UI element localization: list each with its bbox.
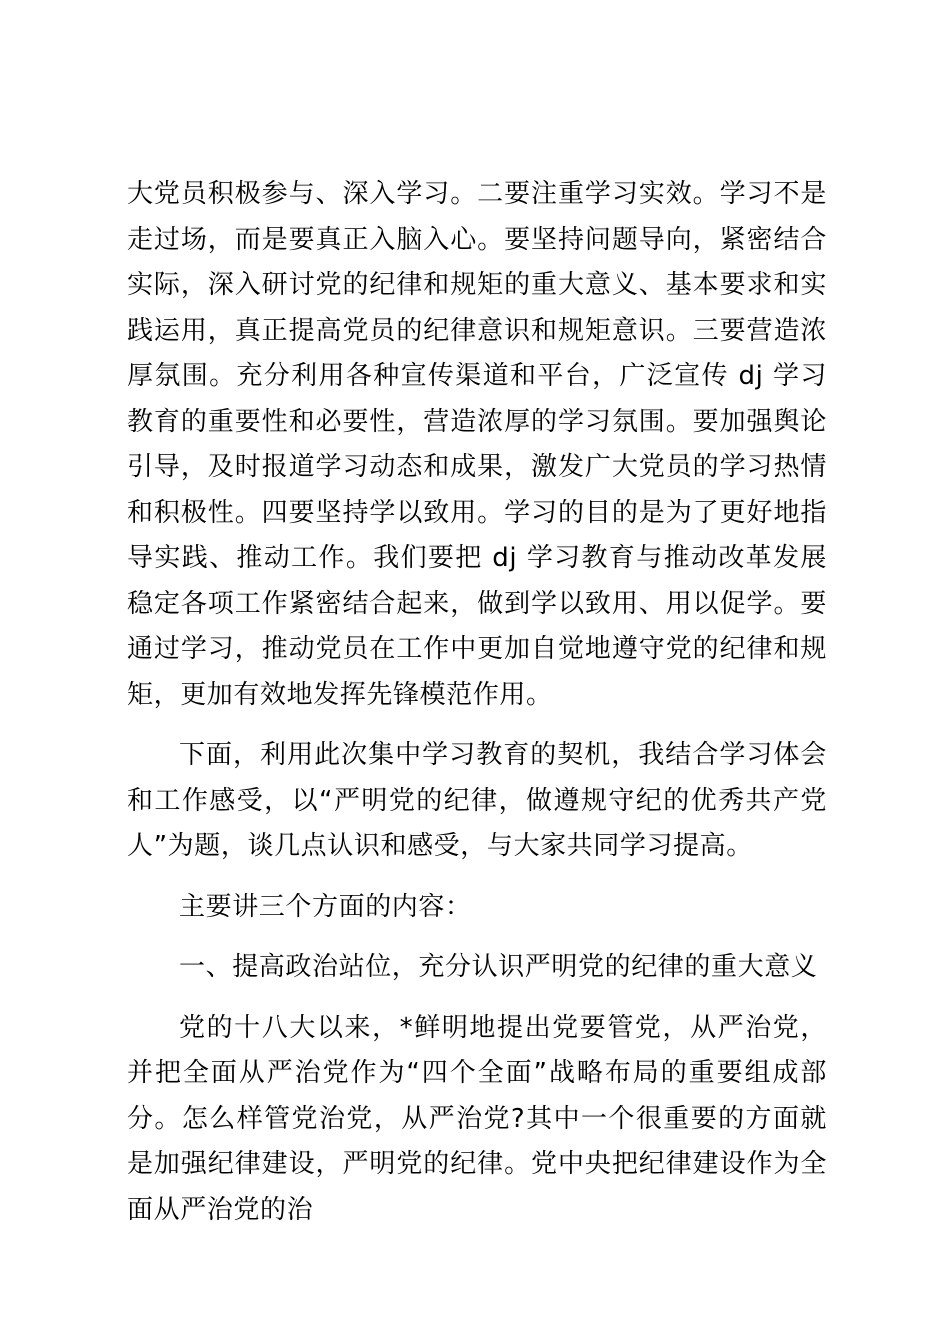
paragraph-section-one-body: 党的十八大以来，*鲜明地提出党要管党，从严治党，并把全面从严治党作为“四个全面”战略布局的重要组成部分。怎么样管党治党，从严治党?其中一个很重要的方面就是加强纪律建设，严明党的纪律。党中央把纪律建设作为全面从严治党的治 (127, 1012, 827, 1225)
section-heading-one: 一、提高政治站位，充分认识严明党的纪律的重大意义 (179, 952, 818, 982)
paragraph-outline-intro: 主要讲三个方面的内容： (179, 891, 472, 922)
paragraph-continuation: 大党员积极参与、深入学习。二要注重学习实效。学习不是走过场，而是要真正入脑入心。要坚持问题导向，紧密结合实际，深入研讨党的纪律和规矩的重大意义、基本要求和实践运用，真正提高党员的纪律意识和规矩意识。三要营造浓厚氛围。充分利用各种宣传渠道和平台，广泛宣传 dj 学习教育的重要性和必要性，营造浓厚的学习氛围。要加强舆论引导，及时报道学习动态和成果，激发广大党员的学习热情和积极性。四要坚持学以致用。学习的目的是为了更好地指导实践、推动工作。我们要把 dj 学习教育与推动改革发展稳定各项工作紧密结合起来，做到学以致用、用以促学。要通过学习，推动党员在工作中更加自觉地遵守党的纪律和规矩，更加有效地发挥先锋模范作用。 (127, 179, 827, 710)
document-body (127, 172, 827, 1248)
paragraph-topic-intro: 下面，利用此次集中学习教育的契机，我结合学习体会和工作感受，以“严明党的纪律，做遵规守纪的优秀共产党人”为题，谈几点认识和感受，与大家共同学习提高。 (127, 740, 827, 861)
